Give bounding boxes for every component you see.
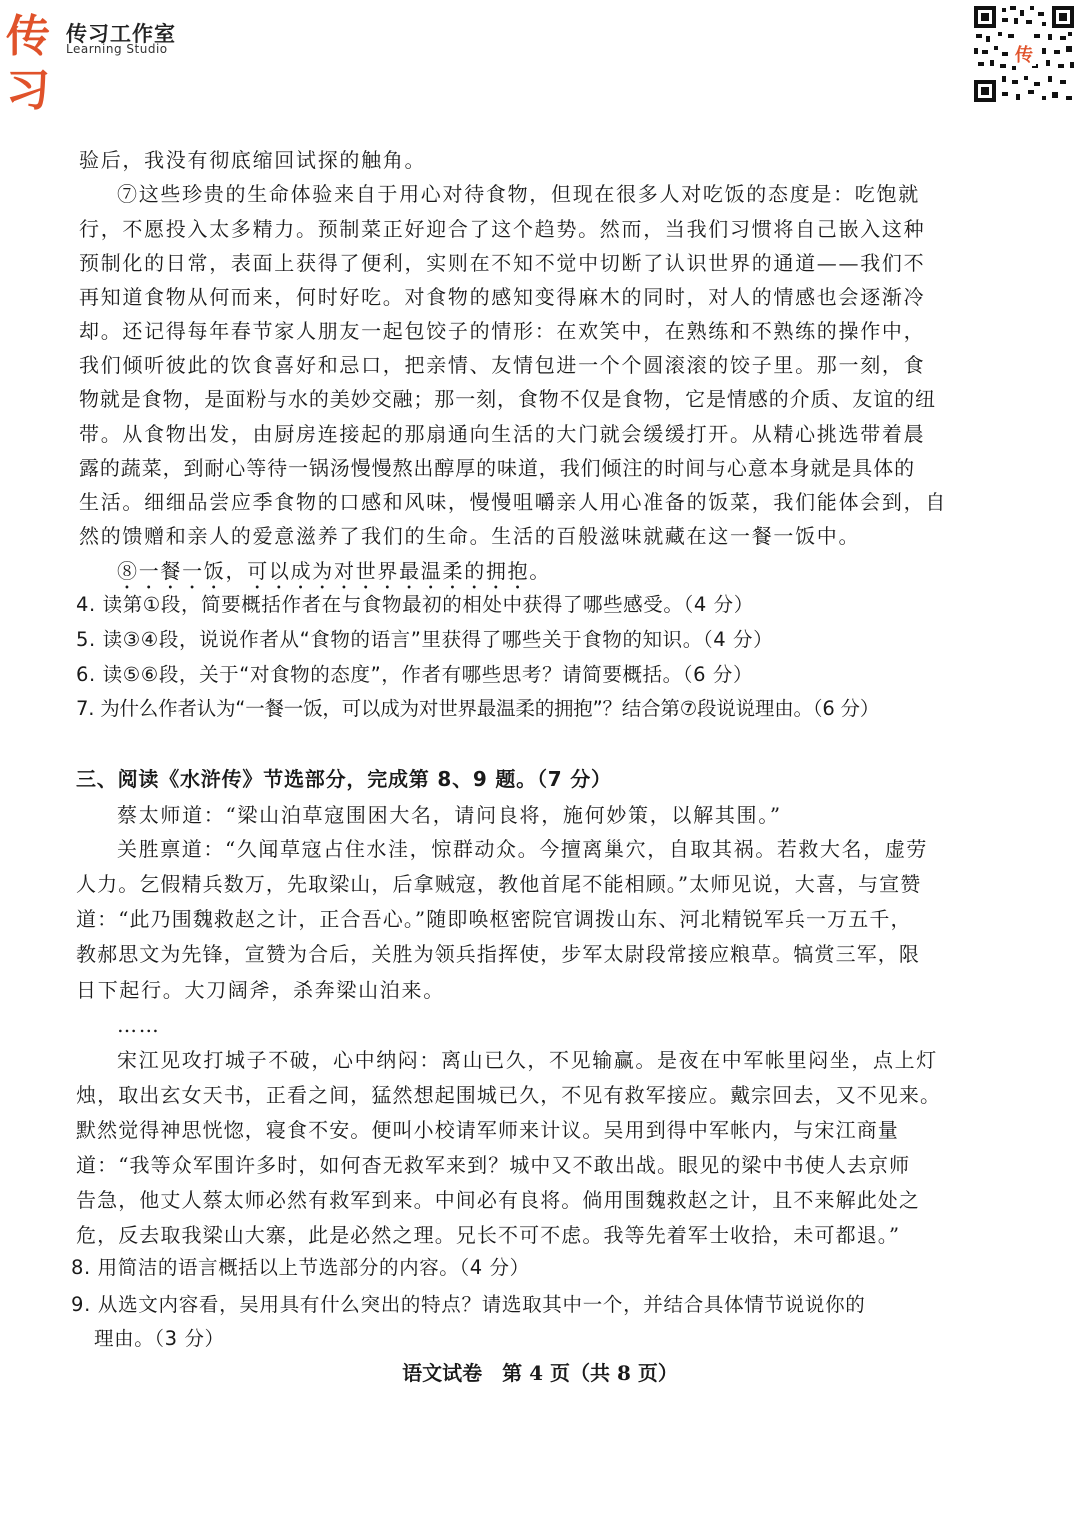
excerpt-line: 道：“我等众军围许多时，如何杳无救军来到？城中又不敢出战。眼见的梁中书使人去京师	[76, 1153, 911, 1177]
passage-line: 带。从食物出发，由厨房连接起的那扇通向生活的大门就会缓缓打开。从精心挑选带着晨	[79, 422, 926, 446]
studio-name: 传习工作室	[66, 22, 176, 46]
passage-paragraph-8: ⑧一餐一饭，可以成为对世界最温柔的拥抱。	[117, 559, 551, 583]
passage-line: 再知道食物从何而来，何时好吃。对食物的感知变得麻木的同时，对人的情感也会逐渐冷	[79, 285, 926, 309]
excerpt-line: 危，反去取我梁山大寨，此是必然之理。兄长不可不虑。我等先着军士收拾，未可都退。”	[76, 1223, 901, 1247]
question-6: 6. 读⑤⑥段，关于“对食物的态度”，作者有哪些思考？请简要概括。（6 分）	[76, 663, 754, 686]
passage-line: 预制化的日常，表面上获得了便利，实则在不知不觉中切断了认识世界的通道——我们不	[79, 251, 926, 275]
question-9-continued: 理由。（3 分）	[94, 1327, 225, 1350]
excerpt-line: 道：“此乃围魏救赵之计，正合吾心。”随即唤枢密院官调拨山东、河北精锐军兵一万五千，	[76, 907, 912, 931]
question-4: 4. 读第①段，简要概括作者在与食物最初的相处中获得了哪些感受。（4 分）	[76, 593, 754, 616]
excerpt-line: 人力。乞假精兵数万，先取梁山，后拿贼寇，教他首尾不能相顾。”太师见说，大喜，与宣赞	[76, 872, 922, 896]
question-8: 8. 用简洁的语言概括以上节选部分的内容。（4 分）	[71, 1256, 530, 1279]
ellipsis: ……	[117, 1013, 161, 1037]
passage-line: 我们倾听彼此的饮食喜好和忌口，把亲情、友情包进一个个圆滚滚的饺子里。那一刻，食	[79, 353, 926, 377]
qr-code-icon	[972, 4, 1076, 104]
excerpt-line: 宋江见攻打城子不破，心中纳闷：离山已久，不见输赢。是夜在中军帐里闷坐，点上灯	[117, 1048, 938, 1072]
studio-name-en: Learning Studio	[66, 42, 168, 56]
excerpt-line: 日下起行。大刀阔斧，杀奔梁山泊来。	[76, 978, 445, 1002]
excerpt-line: 告急，他丈人蔡太师必然有救军到来。中间必有良将。倘用围魏救赵之计，且不来解此处之	[76, 1188, 920, 1212]
page-footer: 语文试卷 第 4 页（共 8 页）	[402, 1361, 678, 1385]
passage-line: 然的馈赠和亲人的爱意滋养了我们的生命。生活的百般滋味就藏在这一餐一饭中。	[79, 524, 861, 548]
question-5: 5. 读③④段，说说作者从“食物的语言”里获得了哪些关于食物的知识。（4 分）	[76, 628, 774, 651]
passage-line: 生活。细细品尝应季食物的口感和风味，慢慢咀嚼亲人用心准备的饭菜，我们能体会到，自	[79, 490, 947, 514]
page-header	[0, 0, 1080, 120]
svg-text:传: 传	[1015, 45, 1033, 66]
studio-logo-icon: 传习	[6, 11, 50, 116]
section-3-title: 三、阅读《水浒传》节选部分，完成第 8、9 题。（7 分）	[76, 767, 612, 791]
question-9: 9. 从选文内容看，吴用具有什么突出的特点？请选取其中一个，并结合具体情节说说你的	[71, 1293, 866, 1316]
excerpt-line: 关胜禀道：“久闻草寇占住水洼，惊群动众。今擅离巢穴，自取其祸。若救大名，虚劳	[117, 837, 929, 861]
passage-paragraph-7: ⑦这些珍贵的生命体验来自于用心对待食物，但现在很多人对吃饭的态度是：吃饱就	[117, 182, 920, 206]
excerpt-line: 默然觉得神思恍惚，寝食不安。便叫小校请军师来计议。吴用到得中军帐内，与宋江商量	[76, 1118, 899, 1142]
passage-line: 露的蔬菜，到耐心等待一锅汤慢慢熬出醇厚的味道，我们倾注的时间与心意本身就是具体的	[79, 456, 915, 480]
passage-line: 却。还记得每年春节家人朋友一起包饺子的情形：在欢笑中，在熟练和不熟练的操作中，	[79, 319, 926, 343]
excerpt-line: 蔡太师道：“梁山泊草寇围困大名，请问良将，施何妙策，以解其围。”	[117, 803, 782, 827]
question-7: 7. 为什么作者认为“一餐一饭，可以成为对世界最温柔的拥抱”？结合第⑦段说说理由。（6 分）	[76, 697, 880, 720]
passage-line: 行，不愿投入太多精力。预制菜正好迎合了这个趋势。然而，当我们习惯将自己嵌入这种	[79, 217, 926, 241]
passage-line: 物就是食物，是面粉与水的美妙交融；那一刻，食物不仅是食物，它是情感的介质、友谊的纽	[79, 387, 936, 411]
excerpt-line: 教郝思文为先锋，宣赞为合后，关胜为领兵指挥使，步军太尉段常接应粮草。犒赏三军，限	[76, 942, 920, 966]
passage-line: 验后，我没有彻底缩回试探的触角。	[79, 148, 427, 172]
excerpt-line: 烛，取出玄女天书，正看之间，猛然想起围城已久，不见有救军接应。戴宗回去，又不见来。	[76, 1083, 942, 1107]
